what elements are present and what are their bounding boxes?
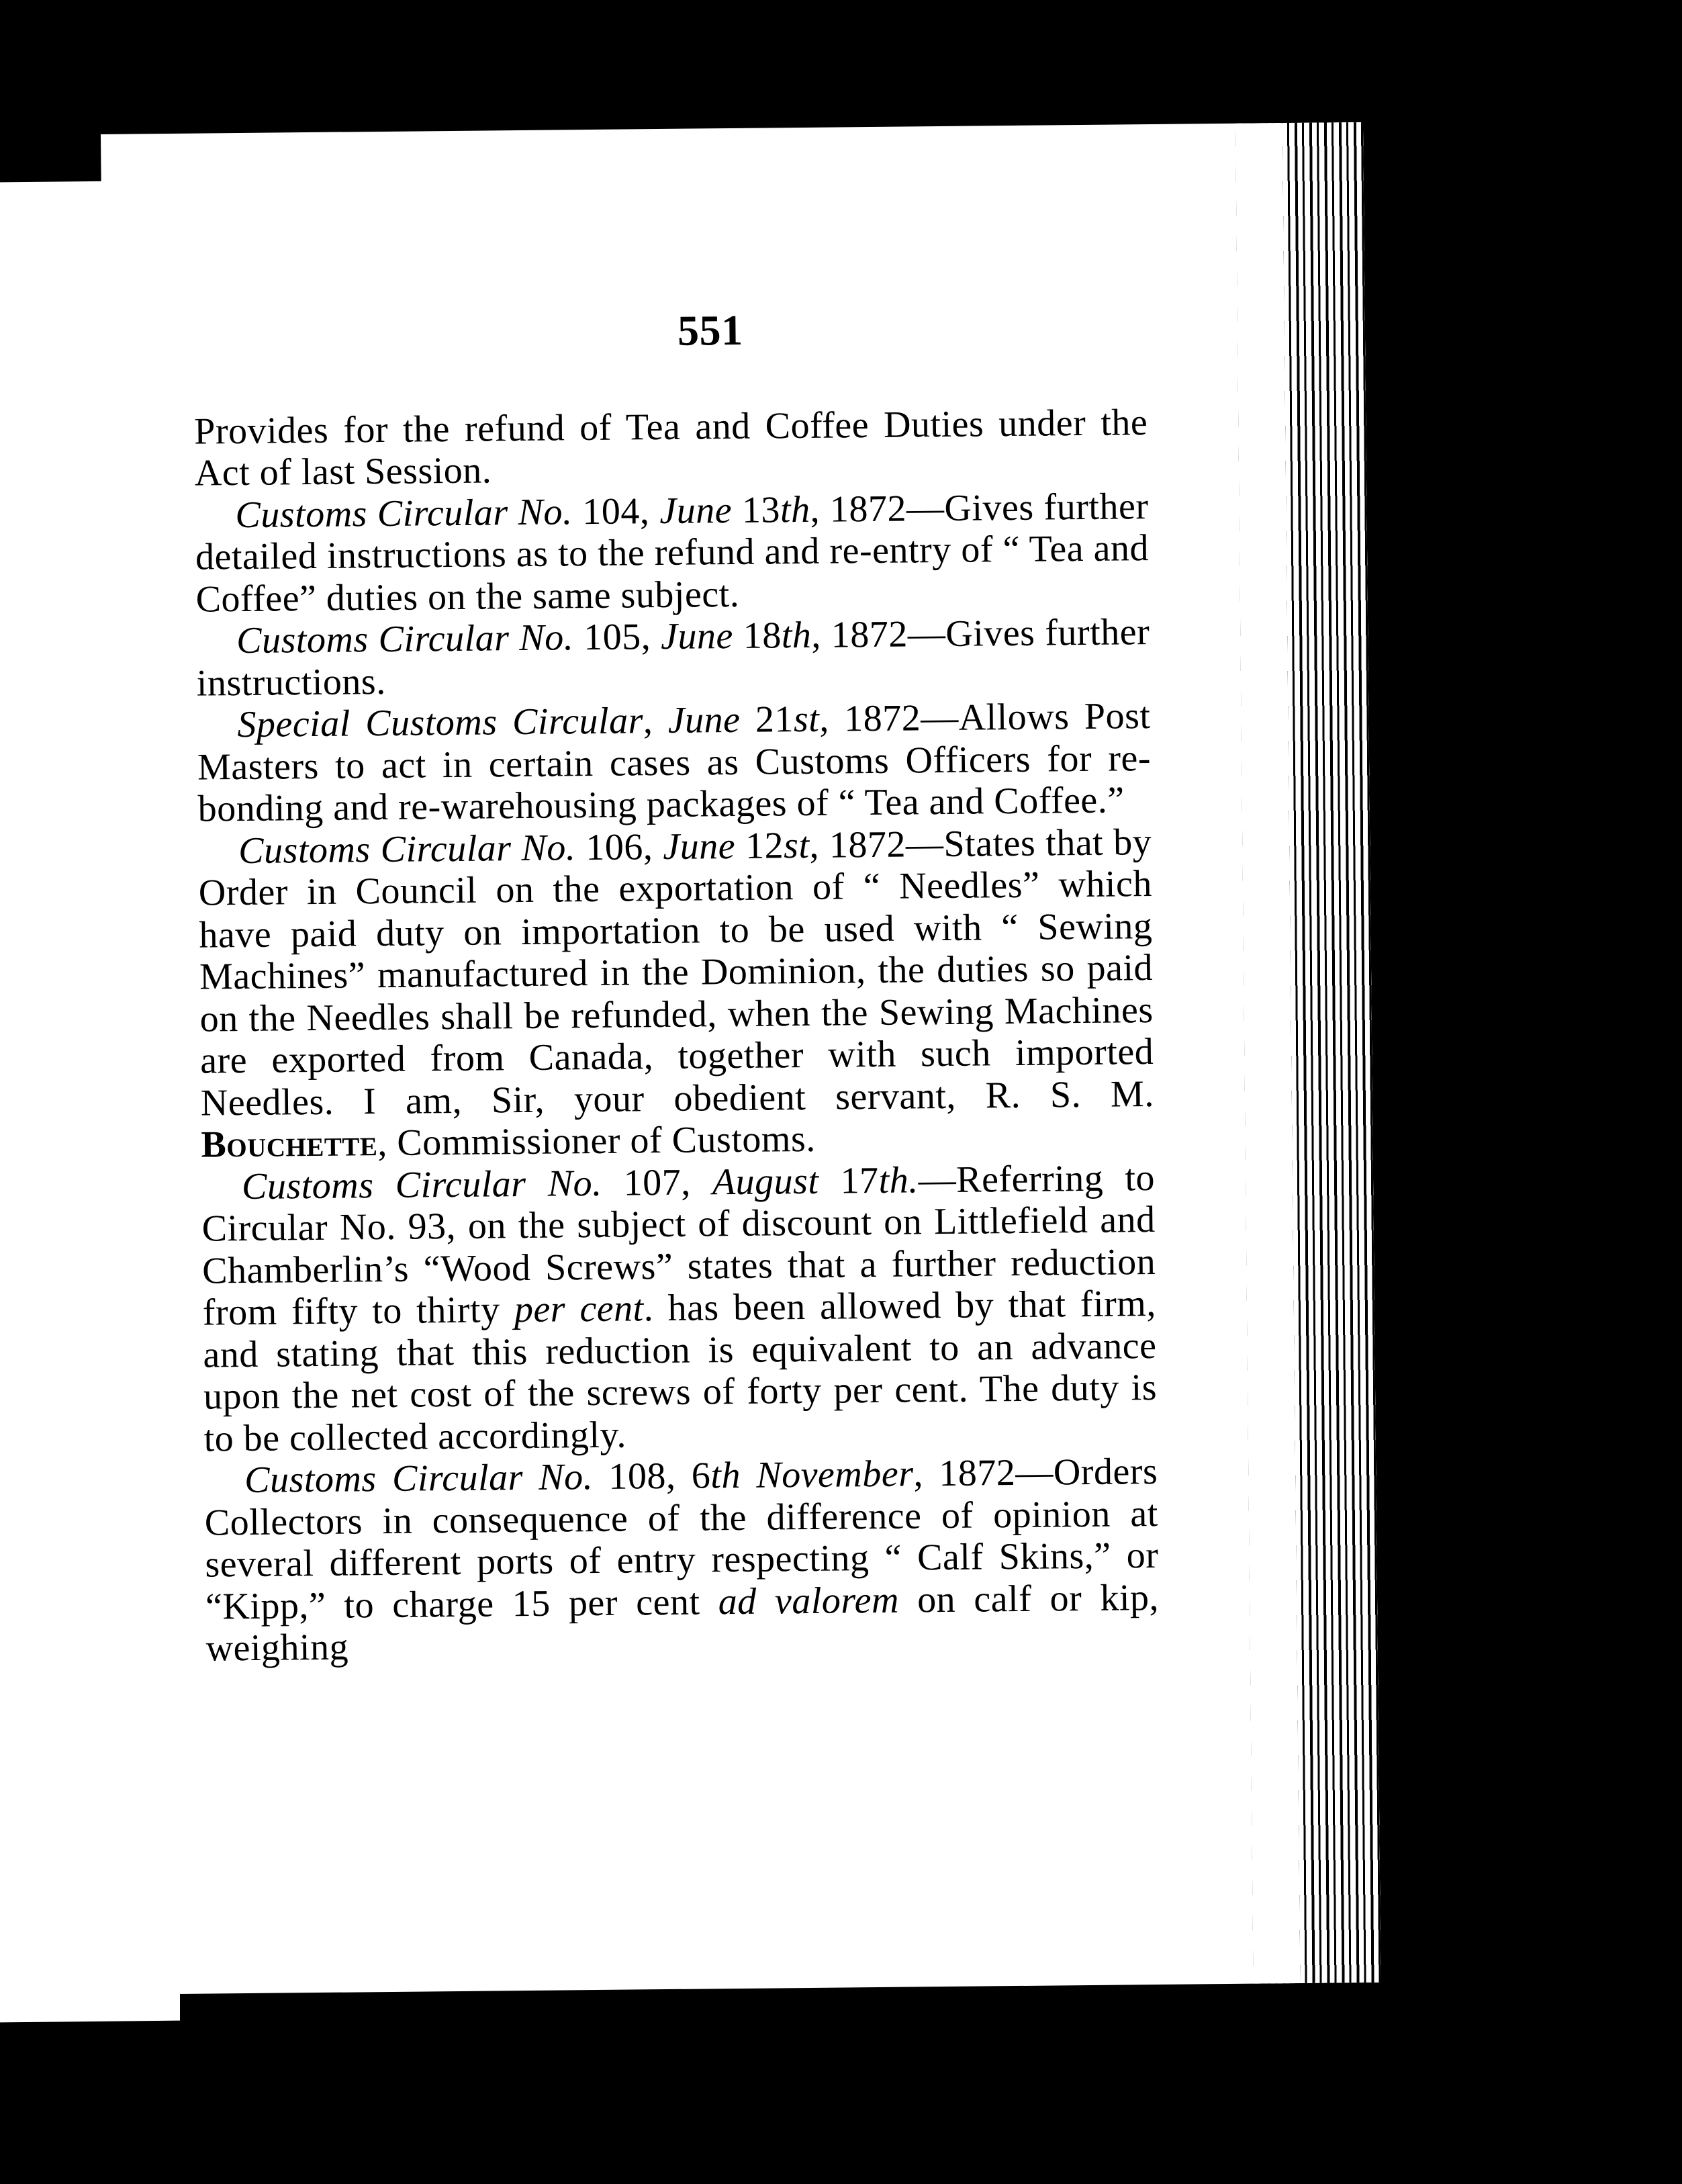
text-run: per cent <box>514 1287 644 1331</box>
text-run: Bouchette <box>201 1122 378 1166</box>
page-stack-edges <box>1235 122 1381 1984</box>
text-run: th. <box>878 1158 919 1201</box>
text-run: Provides for the refund of Tea and Coffee Duties under the Act of last Session. <box>193 401 1148 494</box>
text-run: 17 <box>819 1159 879 1202</box>
text-run: 13 <box>731 488 781 531</box>
book-page <box>101 122 1381 1995</box>
text-run: August <box>712 1160 819 1203</box>
text-run: Customs Circular No. <box>241 1162 602 1208</box>
text-run: 106, <box>575 825 663 868</box>
page-number: 551 <box>677 306 743 355</box>
text-run: th November <box>710 1453 914 1497</box>
text-run: , 1872—Gives further detailed instructions as to the refund and re-entry of “ Tea and Coffee” duties on the same subject. <box>195 485 1150 621</box>
text-run: , 1872—Orders Collectors in consequence of the difference of opinion at several different ports of entry respecting “ Calf Skins,” or “Kipp,” to charge 15 per cent <box>204 1450 1159 1628</box>
text-run: Customs Circular No. <box>235 490 573 536</box>
text-run: th <box>780 488 810 531</box>
page-text <box>193 306 1160 1670</box>
paragraph <box>201 1157 1158 1460</box>
paragraph <box>196 611 1150 704</box>
paragraph <box>194 402 1148 495</box>
text-run: , Commissioner of Customs. <box>377 1118 816 1165</box>
text-run: th <box>781 614 812 657</box>
text-run: June <box>659 489 733 532</box>
paragraph <box>198 821 1155 1167</box>
text-run: , 1872—Gives further instructions. <box>196 611 1150 704</box>
text-run: ad valorem <box>718 1579 900 1623</box>
text-run: 12 <box>735 824 784 867</box>
text-run: , <box>643 699 669 742</box>
text-run: , 1872—Allows Post Masters to act in certain cases as Customs Officers for re-bonding and re-warehousing packages of “ Tea and Coffee.” <box>197 695 1152 830</box>
text-run: June <box>667 698 741 741</box>
text-run: 107, <box>602 1161 713 1204</box>
text-run: Customs Circular No. <box>238 826 576 872</box>
text-run: 18 <box>733 615 782 657</box>
paragraph-list <box>194 402 1160 1670</box>
text-run: Customs Circular No. <box>236 617 574 662</box>
text-run: , 1872—States that by Order in Council on the exportation of “ Needles” which have paid duty on importation to be used with “ Sewing Machines” manufactured in the Dominion, the duties so paid on the Needles shall be refunded, when the Sewing Machines are exported from Canada, together with such imported Needles. I am, Sir, your obedient servant, R. S. M. <box>198 821 1155 1124</box>
text-run: . has been allowed by that firm, and stating that this reduction is equivalent to an advance upon the net cost of the screws of forty per cent. The duty is to be collected accordingly. <box>203 1282 1158 1460</box>
text-run: st <box>793 698 820 741</box>
text-run: st <box>783 824 810 866</box>
text-run: June <box>663 825 736 868</box>
paragraph <box>204 1451 1160 1670</box>
text-run: June <box>660 615 734 658</box>
text-run: 21 <box>740 698 794 741</box>
paragraph <box>197 695 1152 830</box>
paragraph <box>195 486 1150 621</box>
text-run: 104, <box>572 490 660 533</box>
text-run: 108, 6 <box>592 1455 711 1498</box>
text-run: Special Customs Circular <box>237 700 644 746</box>
text-run: Customs Circular No. <box>244 1456 594 1502</box>
text-run: —Referring to Circular No. 93, on the subject of discount on Littlefield and Chamberlin’s “Wood Screws” states that a further reduction from fifty to thirty <box>201 1156 1156 1334</box>
text-run: on calf or kip, weighing <box>205 1576 1160 1670</box>
text-run: 105, <box>573 616 661 659</box>
